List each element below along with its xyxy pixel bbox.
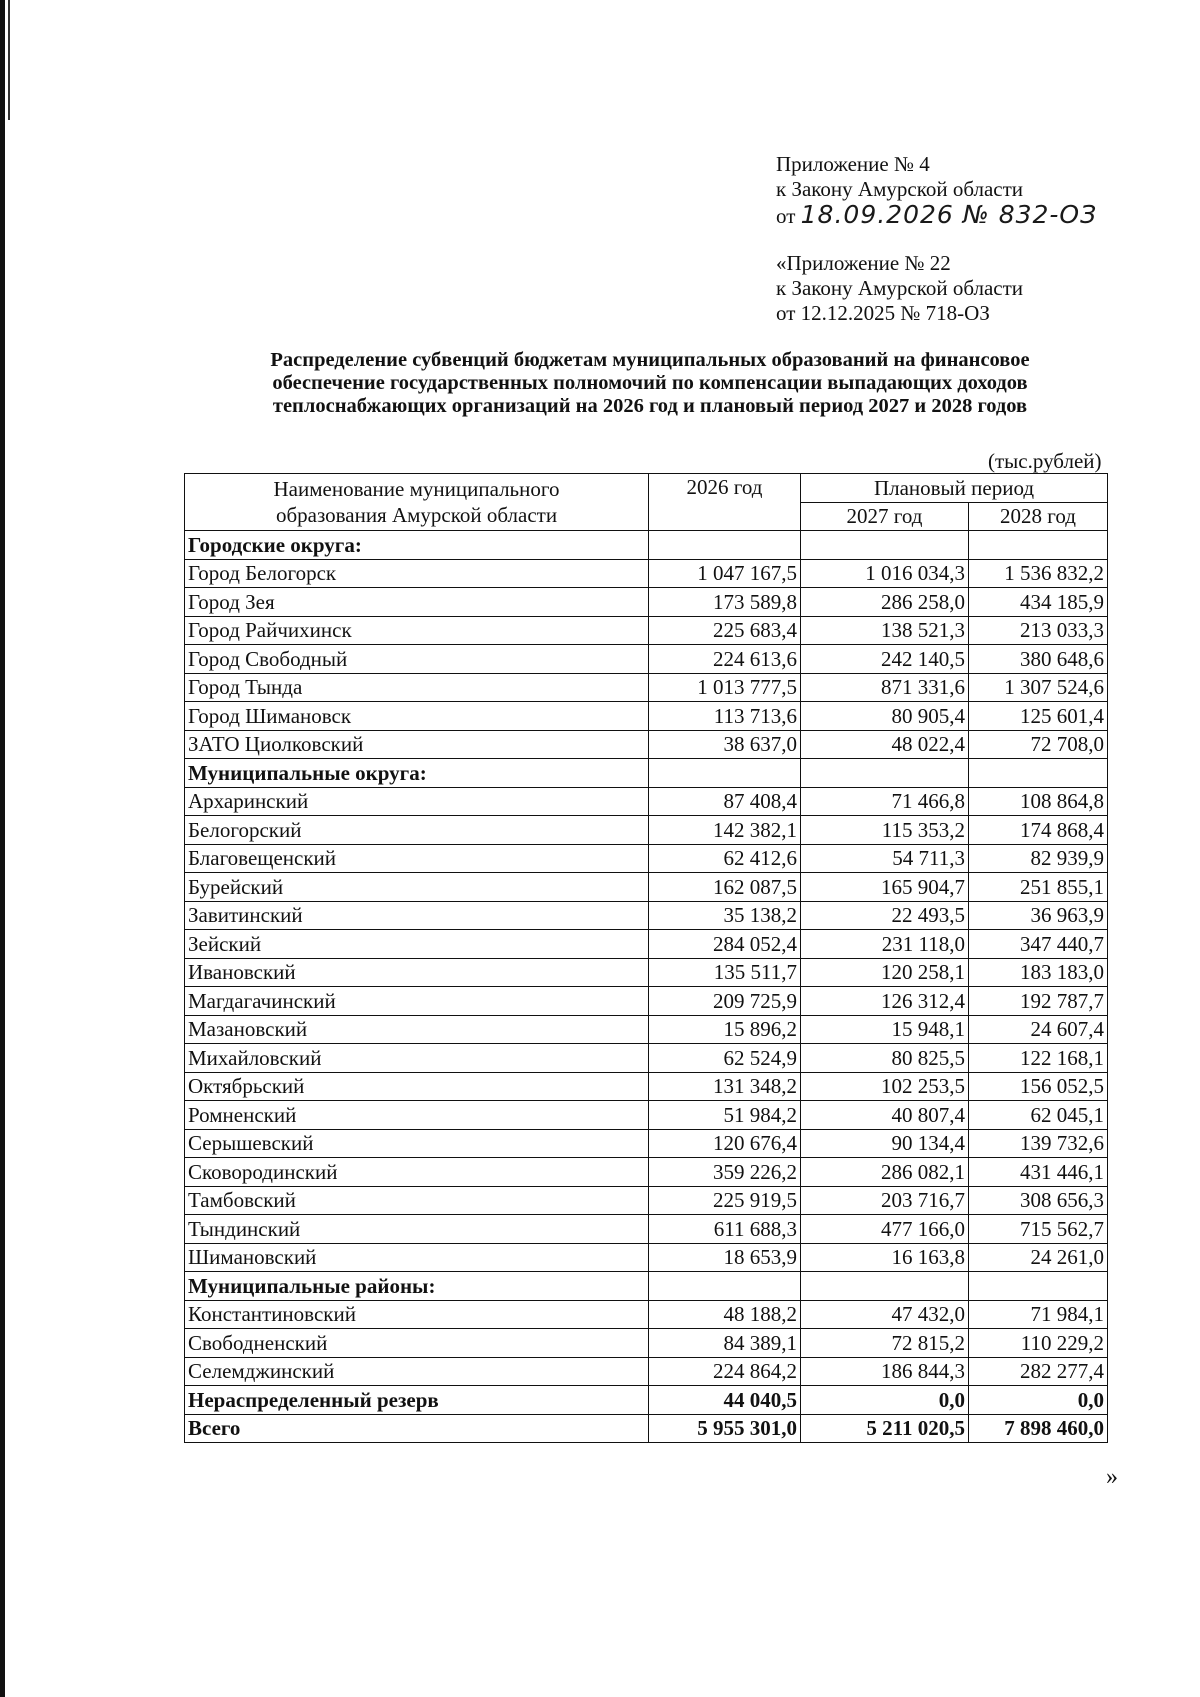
value-2027-cell	[801, 759, 969, 788]
appendix-law: к Закону Амурской области	[776, 177, 1024, 201]
row-name-cell: Ромненский	[185, 1101, 649, 1130]
value-2028-cell: 108 864,8	[969, 787, 1108, 816]
row-name-cell: Город Тында	[185, 673, 649, 702]
table-row	[185, 1158, 1108, 1187]
table-row	[185, 1300, 1108, 1329]
value-2028-cell: 282 277,4	[969, 1357, 1108, 1386]
row-name-cell: Зейский	[185, 930, 649, 959]
value-2028-cell: 347 440,7	[969, 930, 1108, 959]
title-line: обеспечение государственных полномочий по компенсации выпадающих доходов	[272, 372, 1028, 394]
value-2028-cell: 183 183,0	[969, 958, 1108, 987]
table-row	[185, 987, 1108, 1016]
row-name-cell: Бурейский	[185, 873, 649, 902]
value-2028-cell: 24 261,0	[969, 1243, 1108, 1272]
scan-edge	[0, 0, 5, 1697]
row-name-cell: Муниципальные районы:	[185, 1272, 649, 1301]
header-planned-period: Плановый период	[801, 474, 1108, 503]
value-2028-cell	[969, 531, 1108, 560]
table-row	[185, 673, 1108, 702]
value-2027-cell: 90 134,4	[801, 1129, 969, 1158]
value-2028-cell: 72 708,0	[969, 730, 1108, 759]
value-2028-cell: 24 607,4	[969, 1015, 1108, 1044]
value-2027-cell	[801, 1272, 969, 1301]
value-2027-cell: 0,0	[801, 1386, 969, 1415]
value-2028-cell: 251 855,1	[969, 873, 1108, 902]
table-row	[185, 787, 1108, 816]
amended-appendix-number: «Приложение № 22	[776, 251, 951, 275]
value-2026-cell: 162 087,5	[649, 873, 801, 902]
closing-quote: »	[1106, 1464, 1118, 1490]
value-2028-cell: 192 787,7	[969, 987, 1108, 1016]
row-name-cell: Сковородинский	[185, 1158, 649, 1187]
value-2028-cell: 122 168,1	[969, 1044, 1108, 1073]
title-line: теплоснабжающих организаций на 2026 год и плановый период 2027 и 2028 годов	[272, 395, 1028, 417]
value-2028-cell	[969, 1272, 1108, 1301]
value-2027-cell: 40 807,4	[801, 1101, 969, 1130]
table-row	[185, 1044, 1108, 1073]
value-2028-cell	[969, 759, 1108, 788]
value-2026-cell: 173 589,8	[649, 588, 801, 617]
value-2026-cell: 62 524,9	[649, 1044, 801, 1073]
value-2026-cell: 1 047 167,5	[649, 559, 801, 588]
row-name-cell: Константиновский	[185, 1300, 649, 1329]
value-2028-cell: 0,0	[969, 1386, 1108, 1415]
value-2026-cell: 113 713,6	[649, 702, 801, 731]
table-row	[185, 1215, 1108, 1244]
row-name-cell: Архаринский	[185, 787, 649, 816]
value-2027-cell: 16 163,8	[801, 1243, 969, 1272]
value-2026-cell: 224 613,6	[649, 645, 801, 674]
units-label: (тыс.рублей)	[988, 449, 1102, 473]
value-2027-cell: 5 211 020,5	[801, 1414, 969, 1443]
value-2026-cell: 142 382,1	[649, 816, 801, 845]
value-2026-cell	[649, 1272, 801, 1301]
value-2026-cell: 224 864,2	[649, 1357, 801, 1386]
value-2026-cell: 131 348,2	[649, 1072, 801, 1101]
table-row	[185, 730, 1108, 759]
table-row	[185, 1186, 1108, 1215]
value-2027-cell: 120 258,1	[801, 958, 969, 987]
value-2028-cell: 71 984,1	[969, 1300, 1108, 1329]
table-row	[185, 1072, 1108, 1101]
document-title	[180, 349, 1120, 418]
value-2026-cell: 51 984,2	[649, 1101, 801, 1130]
appendix-date-line	[776, 202, 1097, 229]
row-name-cell: Серышевский	[185, 1129, 649, 1158]
value-2028-cell: 82 939,9	[969, 844, 1108, 873]
value-2026-cell: 135 511,7	[649, 958, 801, 987]
value-2026-cell: 44 040,5	[649, 1386, 801, 1415]
amended-appendix-law: к Закону Амурской области	[776, 276, 1024, 300]
row-name-cell: Город Белогорск	[185, 559, 649, 588]
value-2028-cell: 7 898 460,0	[969, 1414, 1108, 1443]
value-2026-cell: 284 052,4	[649, 930, 801, 959]
table-row	[185, 873, 1108, 902]
value-2027-cell: 286 258,0	[801, 588, 969, 617]
amended-appendix-date: от 12.12.2025 № 718-ОЗ	[776, 301, 990, 325]
row-name-cell: Всего	[185, 1414, 649, 1443]
appendix-date-prefix: от	[776, 204, 801, 228]
value-2026-cell: 15 896,2	[649, 1015, 801, 1044]
value-2027-cell: 47 432,0	[801, 1300, 969, 1329]
table-row	[185, 1243, 1108, 1272]
table-row	[185, 844, 1108, 873]
table-row	[185, 1129, 1108, 1158]
table-body	[185, 531, 1108, 1443]
value-2027-cell: 286 082,1	[801, 1158, 969, 1187]
row-name-cell: Октябрьский	[185, 1072, 649, 1101]
value-2027-cell: 48 022,4	[801, 730, 969, 759]
row-name-cell: Город Райчихинск	[185, 616, 649, 645]
value-2026-cell: 38 637,0	[649, 730, 801, 759]
value-2026-cell: 359 226,2	[649, 1158, 801, 1187]
value-2027-cell: 54 711,3	[801, 844, 969, 873]
value-2027-cell: 71 466,8	[801, 787, 969, 816]
value-2026-cell: 87 408,4	[649, 787, 801, 816]
row-name-cell: Благовещенский	[185, 844, 649, 873]
summary-row	[185, 1414, 1108, 1443]
value-2028-cell: 174 868,4	[969, 816, 1108, 845]
value-2028-cell: 380 648,6	[969, 645, 1108, 674]
value-2028-cell: 125 601,4	[969, 702, 1108, 731]
value-2026-cell: 225 683,4	[649, 616, 801, 645]
value-2028-cell: 434 185,9	[969, 588, 1108, 617]
value-2028-cell: 36 963,9	[969, 901, 1108, 930]
table-row	[185, 1329, 1108, 1358]
row-name-cell: Муниципальные округа:	[185, 759, 649, 788]
row-name-cell: Город Свободный	[185, 645, 649, 674]
value-2028-cell: 1 307 524,6	[969, 673, 1108, 702]
value-2028-cell: 139 732,6	[969, 1129, 1108, 1158]
row-name-cell: Город Шимановск	[185, 702, 649, 731]
value-2026-cell: 18 653,9	[649, 1243, 801, 1272]
row-name-cell: Михайловский	[185, 1044, 649, 1073]
value-2026-cell: 225 919,5	[649, 1186, 801, 1215]
value-2028-cell: 110 229,2	[969, 1329, 1108, 1358]
table-row	[185, 588, 1108, 617]
row-name-cell: Магдагачинский	[185, 987, 649, 1016]
header-name-line: образования Амурской области	[275, 503, 558, 527]
group-row	[185, 1272, 1108, 1301]
table-row	[185, 901, 1108, 930]
group-row	[185, 759, 1108, 788]
table-row	[185, 930, 1108, 959]
header-name	[185, 474, 649, 531]
table-row	[185, 559, 1108, 588]
value-2028-cell: 431 446,1	[969, 1158, 1108, 1187]
value-2026-cell: 35 138,2	[649, 901, 801, 930]
row-name-cell: Ивановский	[185, 958, 649, 987]
table-row	[185, 1015, 1108, 1044]
value-2027-cell: 138 521,3	[801, 616, 969, 645]
value-2026-cell: 120 676,4	[649, 1129, 801, 1158]
value-2027-cell: 186 844,3	[801, 1357, 969, 1386]
summary-row	[185, 1386, 1108, 1415]
row-name-cell: Селемджинский	[185, 1357, 649, 1386]
value-2026-cell	[649, 759, 801, 788]
value-2027-cell: 115 353,2	[801, 816, 969, 845]
value-2027-cell: 126 312,4	[801, 987, 969, 1016]
table-row	[185, 958, 1108, 987]
value-2028-cell: 715 562,7	[969, 1215, 1108, 1244]
table-row	[185, 616, 1108, 645]
row-name-cell: Мазановский	[185, 1015, 649, 1044]
group-row	[185, 531, 1108, 560]
value-2027-cell: 871 331,6	[801, 673, 969, 702]
value-2027-cell: 242 140,5	[801, 645, 969, 674]
value-2026-cell	[649, 531, 801, 560]
row-name-cell: Тамбовский	[185, 1186, 649, 1215]
value-2028-cell: 213 033,3	[969, 616, 1108, 645]
value-2028-cell: 308 656,3	[969, 1186, 1108, 1215]
row-name-cell: Городские округа:	[185, 531, 649, 560]
table-row	[185, 645, 1108, 674]
value-2026-cell: 62 412,6	[649, 844, 801, 873]
value-2027-cell	[801, 531, 969, 560]
value-2026-cell: 48 188,2	[649, 1300, 801, 1329]
value-2027-cell: 231 118,0	[801, 930, 969, 959]
amended-appendix-reference	[776, 251, 1023, 326]
value-2027-cell: 1 016 034,3	[801, 559, 969, 588]
value-2027-cell: 80 825,5	[801, 1044, 969, 1073]
appendix-number: Приложение № 4	[776, 152, 930, 176]
row-name-cell: Свободненский	[185, 1329, 649, 1358]
header-name-line: Наименование муниципального	[273, 477, 560, 501]
value-2027-cell: 80 905,4	[801, 702, 969, 731]
table-row	[185, 1101, 1108, 1130]
row-name-cell: Шимановский	[185, 1243, 649, 1272]
subvention-table	[184, 473, 1108, 1443]
value-2026-cell: 1 013 777,5	[649, 673, 801, 702]
appendix-reference	[776, 152, 1097, 229]
value-2027-cell: 15 948,1	[801, 1015, 969, 1044]
value-2027-cell: 102 253,5	[801, 1072, 969, 1101]
handwritten-date-number: 18.09.2026 № 832-ОЗ	[800, 200, 1098, 229]
row-name-cell: Нераспределенный резерв	[185, 1386, 649, 1415]
value-2028-cell: 62 045,1	[969, 1101, 1108, 1130]
value-2026-cell: 5 955 301,0	[649, 1414, 801, 1443]
row-name-cell: Тындинский	[185, 1215, 649, 1244]
value-2027-cell: 477 166,0	[801, 1215, 969, 1244]
title-line: Распределение субвенций бюджетам муниципальных образований на финансовое	[270, 349, 1030, 371]
scan-edge-mark	[8, 0, 10, 120]
table-row	[185, 816, 1108, 845]
row-name-cell: Белогорский	[185, 816, 649, 845]
value-2026-cell: 209 725,9	[649, 987, 801, 1016]
value-2026-cell: 84 389,1	[649, 1329, 801, 1358]
header-year-2026: 2026 год	[649, 474, 801, 531]
value-2027-cell: 22 493,5	[801, 901, 969, 930]
row-name-cell: Завитинский	[185, 901, 649, 930]
value-2027-cell: 165 904,7	[801, 873, 969, 902]
header-year-2027: 2027 год	[801, 502, 969, 531]
value-2027-cell: 203 716,7	[801, 1186, 969, 1215]
table-row	[185, 702, 1108, 731]
value-2026-cell: 611 688,3	[649, 1215, 801, 1244]
row-name-cell: Город Зея	[185, 588, 649, 617]
value-2028-cell: 1 536 832,2	[969, 559, 1108, 588]
value-2028-cell: 156 052,5	[969, 1072, 1108, 1101]
header-year-2028: 2028 год	[969, 502, 1108, 531]
table-row	[185, 1357, 1108, 1386]
value-2027-cell: 72 815,2	[801, 1329, 969, 1358]
row-name-cell: ЗАТО Циолковский	[185, 730, 649, 759]
